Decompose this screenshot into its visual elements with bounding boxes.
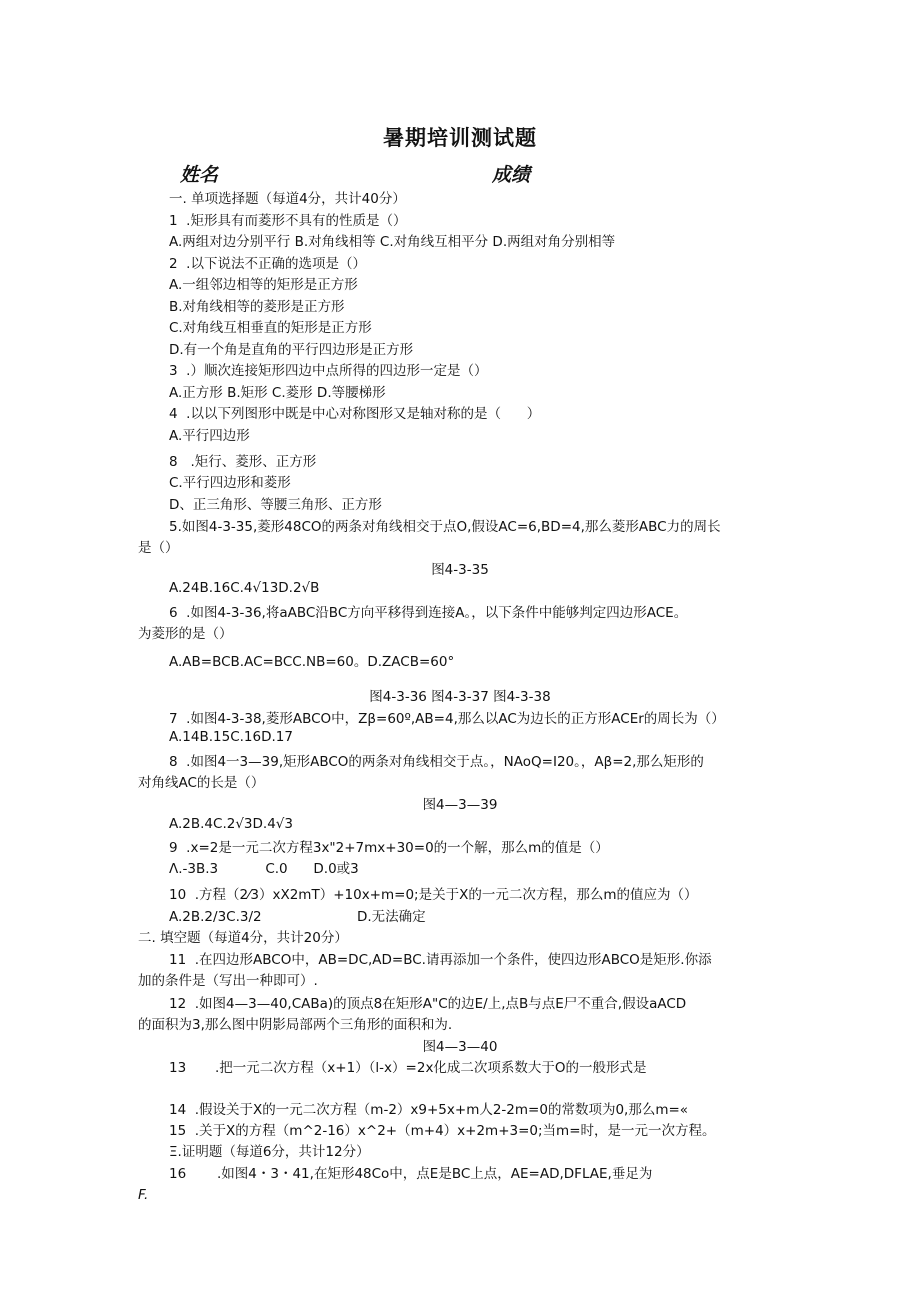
- q1-stem: 1 .矩形具有而菱形不具有的性质是（）: [169, 213, 407, 229]
- q7-stem: 7 .如图4-3-38,菱形ABCO中，Zβ=60º,AB=4,那么以AC为边长的正方形ACEr的周长为（）: [169, 711, 725, 727]
- q10-option-d: D.无法确定: [357, 909, 426, 925]
- q13-stem: .把一元二次方程（x+1）（l-x）=2x化成二次项系数大于O的一般形式是: [215, 1060, 647, 1076]
- q1-options: A.两组对边分别平行 B.对角线相等 C.对角线互相平分 D.两组对角分别相等: [169, 234, 616, 250]
- q10-stem: 10 .方程（2⁄3）xX2mT）+10x+m=0;是关于X的一元二次方程，那么m的值应为（）: [169, 887, 698, 903]
- q6-figure-captions: 图4-3-36 图4-3-37 图4-3-38: [369, 689, 551, 705]
- q9-stem: 9 .x=2是一元二次方程3x"2+7mx+30=0的一个解，那么m的值是（）: [169, 840, 609, 856]
- q3-stem: 3 .）顺次连接矩形四边中点所得的四边形一定是（）: [169, 363, 488, 379]
- q8-stem-line1: 8 .如图4一3—39,矩形ABCO的两条对角线相交于点。，NAoQ=I20。，Aβ=2,那么矩形的: [169, 754, 704, 770]
- q5-options: A.24B.16C.4√13D.2√B: [169, 580, 320, 596]
- q13-number: 13: [169, 1060, 187, 1076]
- q2-option-d: D.有一个角是直角的平行四边形是正方形: [169, 342, 414, 358]
- q2-option-b: B.对角线相等的菱形是正方形: [169, 299, 345, 315]
- q5-stem-line1: 5.如图4-3-35,菱形48CO的两条对角线相交于点O,假设AC=6,BD=4,那么菱形ABC力的周长: [169, 519, 721, 535]
- q2-option-a: A.一组邻边相等的矩形是正方形: [169, 277, 358, 293]
- q3-options: A.正方形 B.矩形 C.菱形 D.等腰梯形: [169, 385, 386, 401]
- q16-stem-line2: F.: [138, 1187, 149, 1203]
- page-title: 暑期培训测试题: [383, 126, 537, 150]
- q4-option-c: C.平行四边形和菱形: [169, 475, 291, 491]
- q16-number: 16: [169, 1166, 187, 1182]
- q16-stem: .如图4・3・41,在矩形48Co中，点E是BC上点，AE=AD,DFLAE,垂足为: [217, 1166, 653, 1182]
- q8-stem-line2: 对角线AC的长是（）: [138, 775, 265, 791]
- q4-stem: 4 .以以下列图形中既是中心对称图形又是轴对称的是（ ）: [169, 406, 541, 422]
- q5-figure-caption: 图4-3-35: [431, 562, 489, 578]
- section-heading-1: 一. 单项选择题（每道4分，共计40分）: [169, 191, 406, 207]
- name-label: 姓名: [180, 164, 219, 186]
- q4-option-d: D、正三角形、等腰三角形、正方形: [169, 497, 382, 513]
- q12-figure-caption: 图4—3—40: [422, 1039, 498, 1055]
- q11-stem-line1: 11 .在四边形ABCO中，AB=DC,AD=BC.请再添加一个条件，使四边形ABCO是矩形.你添: [169, 952, 712, 968]
- section-heading-2: 二. 填空题（每道4分，共计20分）: [138, 930, 348, 946]
- score-label: 成绩: [492, 164, 531, 186]
- q6-stem-line2: 为菱形的是（）: [138, 626, 233, 642]
- q6-options: A.AB=BCB.AC=BCC.NB=60。D.ZACB=60°: [169, 654, 455, 670]
- q10-options-abc: A.2B.2/3C.3/2: [169, 909, 262, 925]
- q8-options: A.2B.4C.2√3D.4√3: [169, 816, 293, 832]
- q4-option-a: A.平行四边形: [169, 428, 250, 444]
- q4-option-b: 8 .矩行、菱形、正方形: [169, 454, 317, 470]
- q2-stem: 2 .以下说法不正确的选项是（）: [169, 256, 366, 272]
- q5-stem-line2: 是（）: [138, 540, 179, 556]
- q12-stem-line2: 的面积为3,那么图中阴影局部两个三角形的面积和为.: [138, 1017, 453, 1033]
- q2-option-c: C.对角线互相垂直的矩形是正方形: [169, 320, 372, 336]
- q14-stem: 14 .假设关于X的一元二次方程（m-2）x9+5x+m人2-2m=0的常数项为0,那么m=«: [169, 1102, 689, 1118]
- q8-figure-caption: 图4—3—39: [422, 797, 498, 813]
- q6-stem-line1: 6 .如图4-3-36,将aABC沿BC方向平移得到连接A。，以下条件中能够判定四边形ACE。: [169, 605, 688, 621]
- q9-options: Λ.-3B.3 C.0 D.0或3: [169, 861, 359, 877]
- q12-stem-line1: 12 .如图4—3—40,CABa)的顶点8在矩形A"C的边E/上,点B与点E尸不重合,假设aACD: [169, 996, 687, 1012]
- q15-stem: 15 .关于X的方程（m^2-16）x^2+（m+4）x+2m+3=0;当m=时，是一元一次方程。: [169, 1123, 716, 1139]
- q7-options: A.14B.15C.16D.17: [169, 729, 293, 745]
- section-heading-3: Ξ.证明题（每道6分，共计12分）: [169, 1144, 370, 1160]
- q11-stem-line2: 加的条件是（写出一种即可）.: [138, 973, 318, 989]
